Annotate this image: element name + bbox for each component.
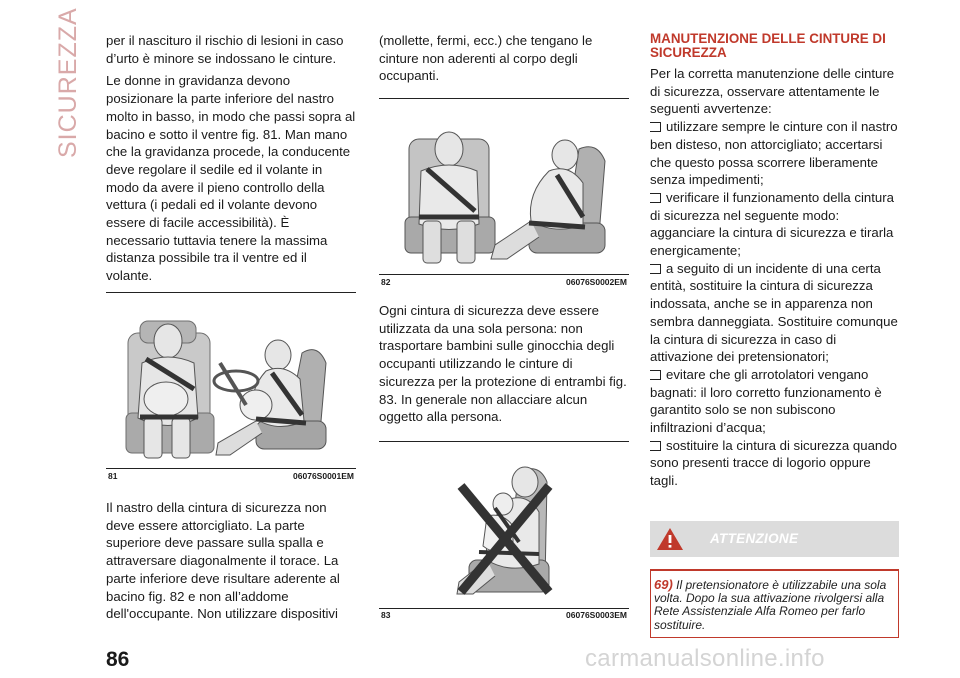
section-heading: MANUTENZIONE DELLE CINTURE DI SICUREZZA [650,31,886,60]
warning-body [650,569,899,638]
figure-code: 06076S0002EM [566,277,627,287]
figure-code: 06076S0001EM [293,471,354,481]
paragraph: Il nastro della cintura di sicurezza non deve essere attorcigliato. La parte superiore deve passare sulla spalla e attraversare diagonalmente il torace. La parte inferiore deve risultare aderente al bacino fig. 82 e non all’addome dell'occupante. Non utilizzare dispositivi [106,500,340,622]
list-item: sostituire la cintura di sicurezza quando sono presenti tracce di logorio oppure tagli. [650,437,897,489]
bullet-icon [650,193,661,203]
figure-82 [379,98,629,291]
warning-box [650,521,899,637]
bullet-icon [650,441,661,451]
page-number: 86 [106,648,130,671]
bullet-icon [650,122,661,132]
figure-81 [106,292,356,485]
list-item: verificare il funzionamento della cintura di sicurezza nel seguente modo: agganciare la cintura di sicurezza e tirarla energicamente; [650,189,894,259]
column-3 [650,32,900,490]
list-item: a seguito di un incidente di una certa entità, sostituire la cintura di sicurezza indossata, anche se in apparenza non sembra danneggiata. Sostituire comunque la cintura di sicurezza in caso di attivazione dei pretensionatori; [650,260,898,365]
figure-number: 82 [381,277,391,287]
paragraph: (mollette, fermi, ecc.) che tengano le cinture non aderenti al corpo degli occupanti. [379,33,593,84]
column-1 [106,32,356,290]
paragraph: Le donne in gravidanza devono posizionare la parte inferiore del nastro molto in basso, in modo che passi sopra al bacino e sotto il ventre fig. 81. Man mano che la gravidanza procede, la conducente deve regolare il sedile ed il volante in modo da avere il pieno controllo della vettura (i pedali ed il volante devono essere di facile accessibilità). È necessario tuttavia tenere la massima distanza possibile tra il ventre ed il volante. [106,73,356,284]
bullet-list [650,118,900,490]
paragraph: Per la corretta manutenzione delle cinture di sicurezza, osservare attentamente le seguenti avvertenze: [650,66,895,117]
figure-82-illustration [379,99,629,274]
list-item: evitare che gli arrotolatori vengano bagnati: il loro corretto funzionamento è garantito solo se non subiscono infiltrazioni d’acqua; [650,366,882,436]
figure-83-illustration [379,442,629,608]
bullet-icon [650,370,661,380]
figure-number: 81 [108,471,118,481]
paragraph: Ogni cintura di sicurezza deve essere utilizzata da una sola persona: non trasportare bambini sulle ginocchia degli occupanti utilizzando le cinture di sicurezza per la protezione di entrambi fig. 83. In generale non allacciare alcun oggetto alla persona. [379,303,627,425]
list-item: utilizzare sempre le cinture con il nastro ben disteso, non attorcigliato; accertarsi che questo possa scorrere liberamente senza impedimenti; [650,119,898,188]
figure-caption [106,471,356,485]
bullet-icon [650,264,661,274]
figure-code: 06076S0003EM [566,610,627,620]
section-tab [54,7,84,160]
paragraph: per il nascituro il rischio di lesioni in caso d’urto è minore se indossano le cinture. [106,33,344,66]
column-1-bottom [106,499,356,628]
figure-83 [379,441,629,624]
figure-caption [379,277,629,291]
warning-number: 69) [654,577,673,592]
column-2 [379,32,629,90]
figure-caption [379,610,629,624]
warning-triangle-icon [655,526,685,552]
figure-number: 83 [381,610,391,620]
warning-text: Il pretensionatore è utilizzabile una sola volta. Dopo la sua attivazione rivolgersi alla Rete Assistenziale Alfa Romeo per farlo sostituire. [654,578,887,632]
figure-81-illustration [106,293,356,468]
warning-header [650,521,899,557]
column-2-middle [379,302,629,431]
section-tab-label: SICUREZZA [54,7,82,158]
warning-title: ATTENZIONE [710,531,799,546]
watermark: carmanualsonline.info [585,645,825,672]
